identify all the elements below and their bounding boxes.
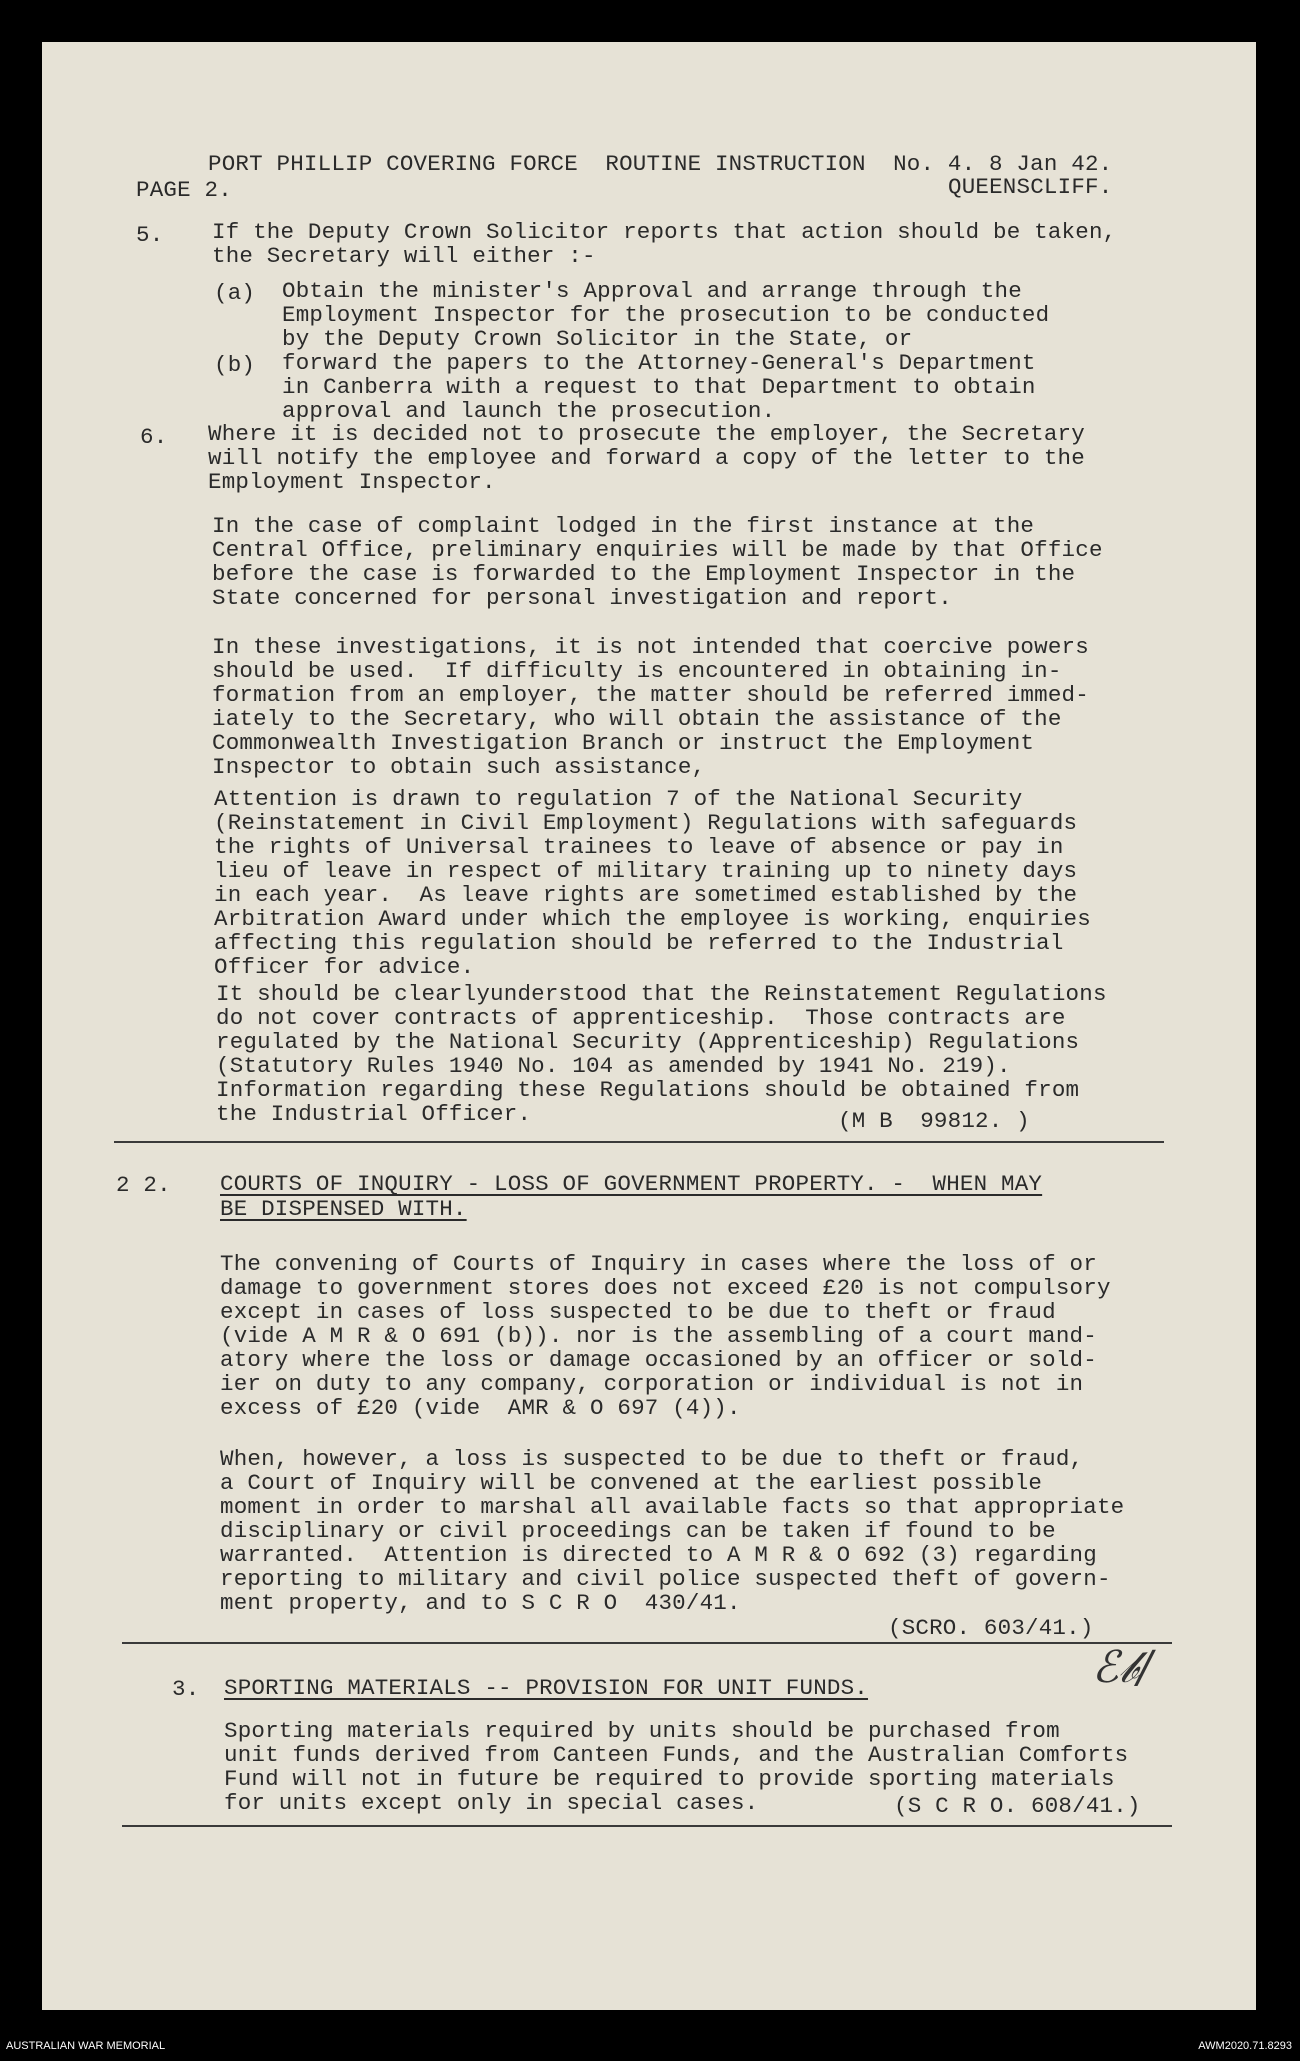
- document-title: PORT PHILLIP COVERING FORCE ROUTINE INSTRUCTION No. 4. 8 Jan 42.: [208, 151, 1113, 177]
- page-number: PAGE 2.: [136, 177, 232, 203]
- item-3-heading: SPORTING MATERIALS -- PROVISION FOR UNIT FUNDS.: [224, 1675, 869, 1701]
- reference-scro-603: (SCRO. 603/41.): [888, 1615, 1094, 1641]
- para-5-number: 5.: [136, 222, 164, 248]
- item-2-heading-line-1: COURTS OF INQUIRY - LOSS OF GOVERNMENT PROPERTY. - WHEN MAY: [220, 1171, 1043, 1197]
- handwritten-initials-mark: ℰ𝒷/: [1092, 1642, 1153, 1693]
- reference-mb: (M B 99812. ): [838, 1108, 1030, 1134]
- item-a-label: (a): [214, 280, 256, 306]
- footer-accession-number: AWM2020.71.8293: [1198, 2040, 1292, 2052]
- place-name: QUEENSCLIFF.: [948, 174, 1113, 200]
- divider: [122, 1825, 1172, 1827]
- divider: [122, 1642, 1172, 1644]
- document-page: PORT PHILLIP COVERING FORCE ROUTINE INSTRUCTION No. 4. 8 Jan 42. PAGE 2. QUEENSCLIFF. 5. If the Deputy Crown Solicitor reports that action should be taken, the Secretary will either :- (a) Obtain the minister's Approval and arrange through the Employment Inspector for the prosecution to be conducted by the Deputy Crown Solicitor in the State, or (b) forward the papers to the Attorney-General's Department in Canberra with a request to that Department to obtain approval and launch the prosecution. 6. Where it is decided not to prosecute the employer, the Secretary will notify the employee and forward a copy of the letter to the Employment Inspector. In the case of complaint lodged in the first instance at the Central Office, preliminary enquiries will be made by that Office before the case is forwarded to the Employment Inspector in the State concerned for personal investigation and report. In these investigations, it is not intended that coercive powers should be used. If difficulty is encountered in obtaining in- formation from an employer, the matter should be referred immed- iately to the Secretary, who will obtain the assistance of the Commonwealth Investigation Branch or instruct the Employment Inspector to obtain such assistance, Attention is drawn to regulation 7 of the National Security (Reinstatement in Civil Employment) Regulations with safeguards the rights of Universal trainees to leave of absence or pay in lieu of leave in respect of military training up to ninety days in each year. As leave rights are sometimed established by the Arbitration Award under which the employee is working, enquiries affecting this regulation should be referred to the Industrial Officer for advice. It should be clearlyunderstood that the Reinstatement Regulations do not cover contracts of apprenticeship. Those contracts are regulated by the National Security (Apprenticeship) Regulations (Statutory Rules 1940 No. 104 as amended by 1941 No. 219). Information regarding these Regulations should be obtained from the Industrial Officer. (M B 99812. ) 2 2. COURTS OF INQUIRY - LOSS OF GOVERNMENT PROPERTY. - WHEN MAY BE DISPENSED WITH. The convening of Courts of Inquiry in cases where the loss of or damage to government stores does not exceed £20 is not compulsory except in cases of loss suspected to be due to theft or fraud (vide A M R & O 691 (b)). nor is the assembling of a court mand- atory where the loss or damage occasioned by an officer or sold- ier on duty to any company, corporation or individual is not in excess of £20 (vide AMR & O 697 (4)). When, however, a loss is suspected to be due to theft or fraud, a Court of Inquiry will be convened at the earliest possible moment in order to marshal all available facts so that appropriate disciplinary or civil proceedings can be taken if found to be warranted. Attention is directed to A M R & O 692 (3) regarding reporting to military and civil police suspected theft of govern- ment property, and to S C R O 430/41. (SCRO. 603/41.) 3. SPORTING MATERIALS -- PROVISION FOR UNIT FUNDS. ℰ𝒷/ Sporting materials required by units should be purchased from unit funds derived from Canteen Funds, and the Australian Comforts Fund will not in future be required to provide sporting materials for units except only in special cases. (S C R O. 608/41.): [42, 42, 1256, 2010]
- divider: [114, 1141, 1164, 1143]
- footer-institution: AUSTRALIAN WAR MEMORIAL: [6, 2040, 166, 2052]
- para-6-number: 6.: [140, 424, 168, 450]
- item-2-number: 2 2.: [116, 1172, 171, 1198]
- item-2-heading-line-2: BE DISPENSED WITH.: [220, 1196, 467, 1222]
- reference-scro-608: (S C R O. 608/41.): [894, 1793, 1141, 1819]
- item-3-number: 3.: [172, 1676, 200, 1702]
- item-b-label: (b): [214, 352, 256, 378]
